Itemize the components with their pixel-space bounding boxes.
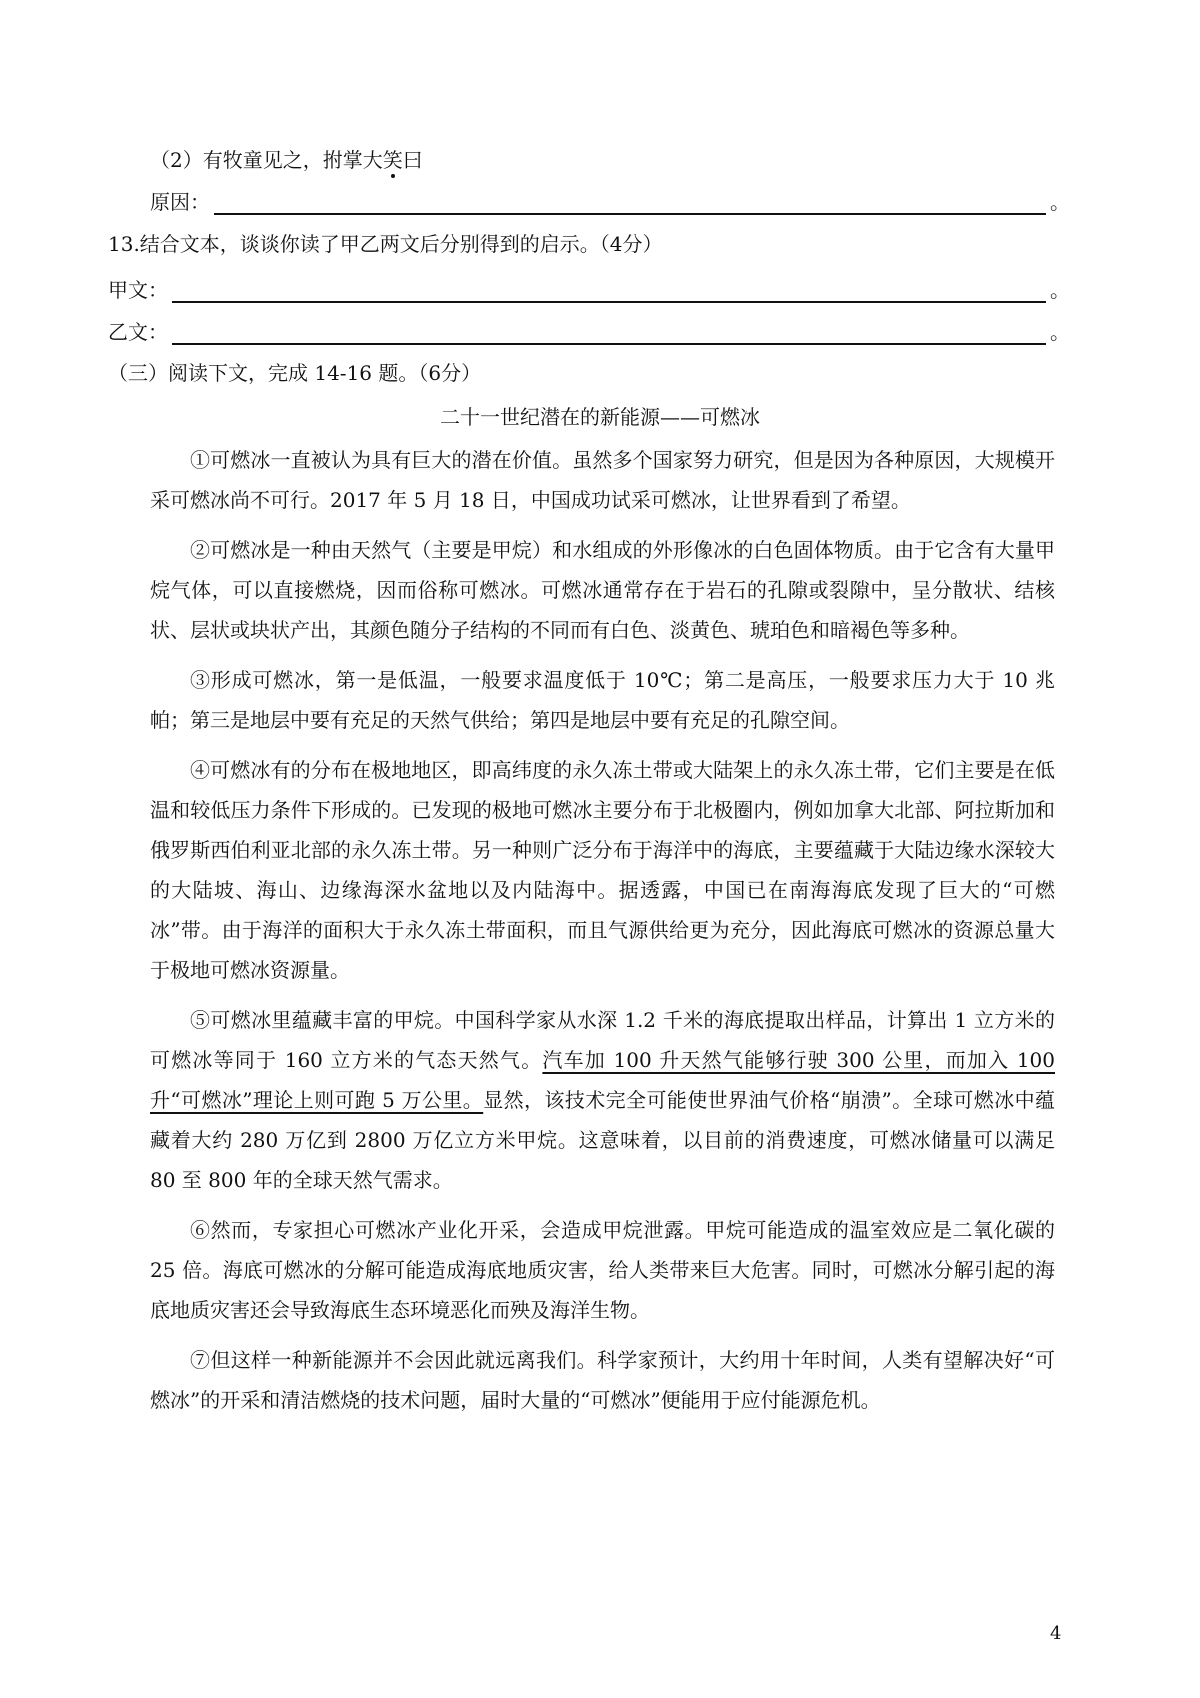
yi-answer-blank[interactable] bbox=[172, 321, 1046, 345]
yi-label: 乙文： bbox=[108, 320, 168, 344]
reason-answer-blank[interactable] bbox=[214, 191, 1046, 215]
end-mark: 。 bbox=[1050, 320, 1070, 344]
end-mark: 。 bbox=[1050, 278, 1070, 302]
q12-item2: （2）有牧童见之，拊掌大笑曰 bbox=[150, 148, 423, 172]
underlined-sentence: 汽车加 100 升天然气能够行驶 300 公里，而加入 100 升“可燃冰”理论上则可跑 5 万公里。 bbox=[150, 1048, 1056, 1112]
end-mark: 。 bbox=[1050, 190, 1070, 214]
paragraph-4: ④可燃冰有的分布在极地地区，即高纬度的永久冻土带或大陆架上的永久冻土带，它们主要是在低温和较低压力条件下形成的。已发现的极地可燃冰主要分布于北极圈内，例如加拿大北部、阿拉斯加和俄罗斯西伯利亚北部的永久冻土带。另一种则广泛分布于海洋中的海底，主要蕴藏于大陆边缘水深较大的大陆坡、海山、边缘海深水盆地以及内陆海中。据透露，中国已在南海海底发现了巨大的“可燃冰”带。由于海洋的面积大于永久冻土带面积，而且气源供给更为充分，因此海底可燃冰的资源总量大于极地可燃冰资源量。 bbox=[150, 758, 1055, 982]
section3-heading: （三）阅读下文，完成 14-16 题。（6分） bbox=[108, 361, 482, 385]
q13-prompt: 13.结合文本，谈谈你读了甲乙两文后分别得到的启示。（4分） bbox=[108, 232, 663, 256]
paragraph-6: ⑥然而，专家担心可燃冰产业化开采，会造成甲烷泄露。甲烷可能造成的温室效应是二氧化碳的 25 倍。海底可燃冰的分解可能造成海底地质灾害，给人类带来巨大危害。同时，可燃冰分解引起的海底地质灾害还会导致海底生态环境恶化而殃及海洋生物。 bbox=[150, 1218, 1055, 1322]
paragraph-1: ①可燃冰一直被认为具有巨大的潜在价值。虽然多个国家努力研究，但是因为各种原因，大规模开采可燃冰尚不可行。2017 年 5 月 18 日，中国成功试采可燃冰，让世界看到了希望。 bbox=[150, 448, 1055, 512]
page-number: 4 bbox=[1050, 1623, 1062, 1644]
q13-yi-row bbox=[108, 315, 1070, 345]
emphasis-dotted-char: 笑 bbox=[382, 148, 403, 172]
jia-label: 甲文： bbox=[108, 278, 168, 302]
jia-answer-blank[interactable] bbox=[172, 279, 1046, 303]
q13-jia-row bbox=[108, 273, 1070, 303]
reason-label: 原因： bbox=[150, 190, 210, 214]
paragraph-2: ②可燃冰是一种由天然气（主要是甲烷）和水组成的外形像冰的白色固体物质。由于它含有大量甲烷气体，可以直接燃烧，因而俗称可燃冰。可燃冰通常存在于岩石的孔隙或裂隙中，呈分散状、结核状、层状或块状产出，其颜色随分子结构的不同而有白色、淡黄色、琥珀色和暗褐色等多种。 bbox=[150, 538, 1055, 642]
paragraph-5: ⑤可燃冰里蕴藏丰富的甲烷。中国科学家从水深 1.2 千米的海底提取出样品，计算出 1 立方米的可燃冰等同于 160 立方米的气态天然气。汽车加 100 升天然气能够行驶 300 公里，而加入 100 升“可燃冰”理论上则可跑 5 万公里。显然，该技术完全可能使世界油气价格“崩溃”。全球可燃冰中蕴藏着大约 280 万亿到 2800 万亿立方米甲烷。这意味着，以目前的消费速度，可燃冰储量可以满足 80 至 800 年的全球天然气需求。 bbox=[150, 1008, 1056, 1192]
article-body bbox=[150, 440, 1055, 1420]
paragraph-3: ③形成可燃冰，第一是低温，一般要求温度低于 10℃；第二是高压，一般要求压力大于 10 兆帕；第三是地层中要有充足的天然气供给；第四是地层中要有充足的孔隙空间。 bbox=[150, 668, 1055, 732]
article-title: 二十一世纪潜在的新能源——可燃冰 bbox=[440, 405, 760, 429]
paragraph-7: ⑦但这样一种新能源并不会因此就远离我们。科学家预计，大约用十年时间，人类有望解决好“可燃冰”的开采和清洁燃烧的技术问题，届时大量的“可燃冰”便能用于应付能源危机。 bbox=[150, 1348, 1055, 1412]
q12-reason-row bbox=[150, 185, 1070, 215]
